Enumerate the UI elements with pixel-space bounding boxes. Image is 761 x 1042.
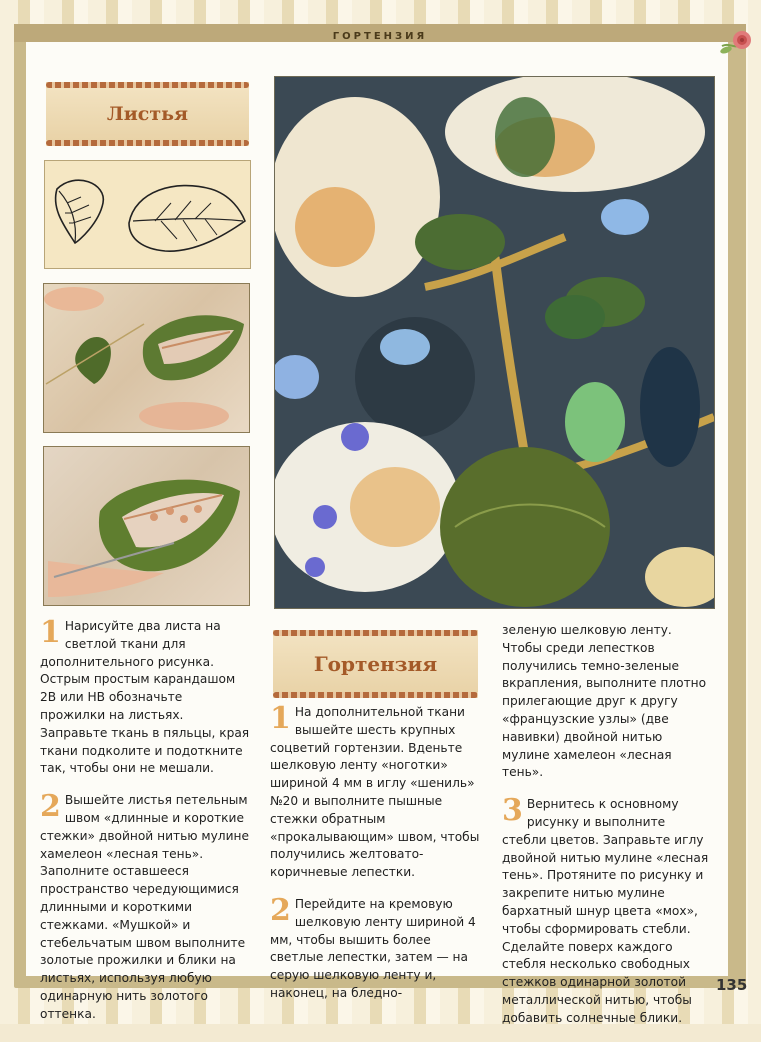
leaves-heading-box — [46, 82, 249, 146]
hydrangea-step-2-continuation: зеленую шелковую ленту. Чтобы среди лепестков получились темно-зеленые вкрапления, выполните плотно прилегающие друг к другу «французские узлы» (две навивки) двойной нитью мулине хамелеон «лесная тень». — [502, 623, 707, 780]
leaf-outline-drawing — [45, 161, 250, 268]
hydrangea-step-1 — [270, 701, 480, 882]
hydrangea-step-2-text: Перейдите на кремовую шелковую ленту шириной 4 мм, чтобы вышить более светлые лепестки, затем — на серую шелковую ленту и, наконец, на бледно- — [270, 896, 476, 1000]
page-number: 135 — [716, 976, 748, 994]
leaves-heading: Листья — [106, 103, 189, 125]
hydrangea-embroidery-photo — [274, 76, 715, 609]
leaf-embroidery-photo-1 — [43, 283, 250, 433]
hydrangea-step-3-number: 3 — [502, 793, 523, 829]
rose-decoration-icon — [716, 20, 756, 60]
leaves-step-2-number: 2 — [40, 789, 61, 825]
hydrangea-step-3 — [502, 793, 712, 1027]
hydrangea-heading-box — [273, 630, 478, 698]
leaves-step-1-number: 1 — [40, 615, 61, 650]
hydrangea-step-1-number: 1 — [270, 701, 291, 736]
hydrangea-step-1-text: На дополнительной ткани вышейте шесть крупных соцветий гортензии. Вденьте шелковую ленту «ноготки» шириной 4 мм в иглу «шениль» №20 и выполните пышные стежки обратным «прокалывающим» швом, чтобы получились желтовато-коричневые лепестки. — [270, 705, 480, 880]
leaves-step-2-text: Вышейте листья петельным швом «длинные и короткие стежки» двойной нитью мулине хамелеон «лесная тень». Заполните оставшееся пространство чередующимися длинными и короткими стежками. «Мушкой» и стебельчатым швом выполните золотые прожилки и блики на листьях, используя любую одинарную нить золотого оттенка. — [40, 793, 249, 1021]
header-bar — [14, 24, 746, 42]
leaves-step-2 — [40, 789, 250, 1023]
hydrangea-heading: Гортензия — [313, 652, 438, 676]
leaves-step-1 — [40, 615, 250, 778]
hydrangea-instructions-column-2 — [502, 622, 712, 1042]
leaves-step-1-text: Нарисуйте два листа на светлой ткани для дополнительного рисунка. Острым простым карандашом 2В или НВ обозначьте прожилки на листьях. Заправьте ткань в пяльцы, края ткани подколите и подоткните так, чтобы они не мешали. — [40, 619, 250, 776]
leaves-instructions — [40, 615, 250, 1038]
header-title: ГОРТЕНЗИЯ — [332, 31, 428, 42]
leaf-sketch-panel — [44, 160, 251, 269]
hydrangea-instructions-column-1 — [270, 701, 480, 1017]
leaf-embroidery-photo-2 — [43, 446, 250, 606]
hydrangea-step-2-number: 2 — [270, 892, 291, 928]
hydrangea-step-3-text: Вернитесь к основному рисунку и выполните стебли цветов. Заправьте иглу двойной нитью мулине «лесная тень». Протяните по рисунку и закрепите нитью мулине бархатный шнур цвета «мох», чтобы сформировать стебли. Сделайте поверх каждого стебля несколько свободных стежков одинарной золотой металлической нитью, чтобы добавить солнечные блики. — [502, 797, 709, 1025]
hydrangea-step-2 — [270, 892, 480, 1003]
